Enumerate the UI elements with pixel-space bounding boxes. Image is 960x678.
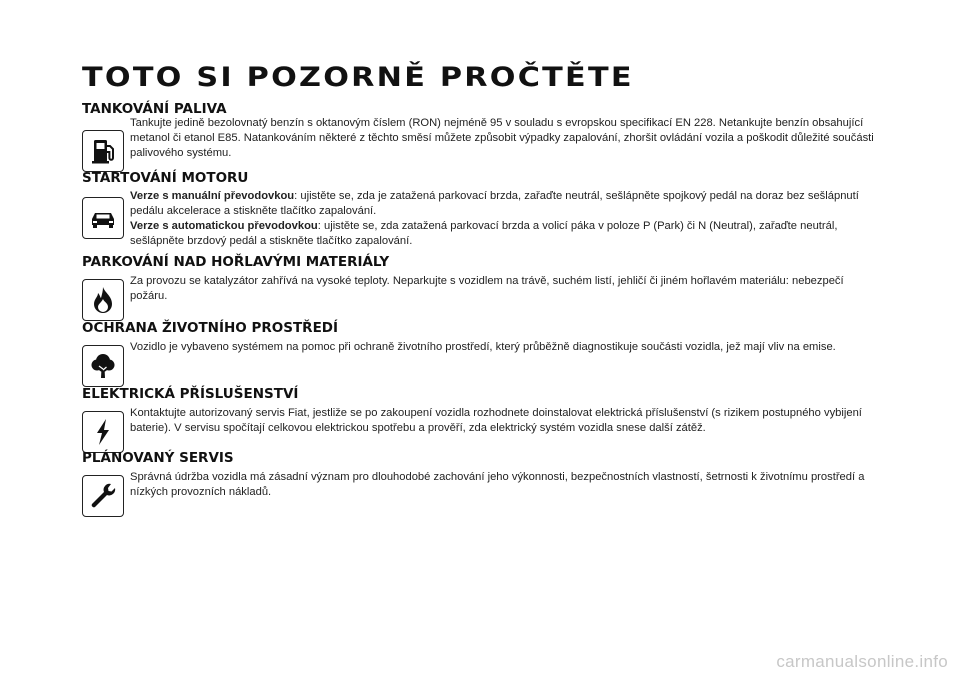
page-title: TOTO SI POZORNĚ PROČTĚTE (82, 62, 634, 93)
section-text-environment: Vozidlo je vybaveno systémem na pomoc při ochraně životního prostředí, který průběžně diagnostikuje součásti vozidla, jež mají vliv na emise. (130, 341, 836, 353)
manual-transmission-paragraph: Verze s manuální převodovkou: ujistěte se, zda je zatažená parkovací brzda, zařaďte neutrál, sešlápněte spojkový pedál na doraz bez sešlápnutí pedálu akcelerace a stiskněte tlačítko zapalování. (130, 190, 859, 217)
section-heading-parking-flammable: PARKOVÁNÍ NAD HOŘLAVÝMI MATERIÁLY (82, 254, 390, 270)
section-heading-scheduled-service: PLÁNOVANÝ SERVIS (82, 450, 234, 466)
section-heading-environment: OCHRANA ŽIVOTNÍHO PROSTŘEDÍ (82, 320, 339, 336)
section-engine-start (82, 170, 882, 249)
section-heading-electrical-accessories: ELEKTRICKÁ PŘÍSLUŠENSTVÍ (82, 386, 299, 402)
tree-icon (82, 345, 124, 387)
section-text-parking-flammable: Za provozu se katalyzátor zahřívá na vysoké teploty. Neparkujte s vozidlem na trávě, suchém listí, jehličí či jiném hořlavém materiálu: nebezpečí požáru. (130, 275, 844, 302)
section-electrical-accessories (82, 386, 882, 436)
watermark: carmanualsonline.info (776, 652, 948, 671)
lightning-icon (82, 411, 124, 453)
section-text-fuel: Tankujte jedině bezolovnatý benzín s oktanovým číslem (RON) nejméně 95 v souladu s evropskou specifikací EN 228. Netankujte benzín obsahující metanol či etanol E85. Natankováním některé z těchto směsí můžete způsobit výpadky zapalování, zhoršit ovládání vozila a poškodit důležité součásti palivového systému. (130, 117, 874, 159)
automatic-transmission-paragraph: Verze s automatickou převodovkou: ujistěte se, zda zatažená parkovací brzda a volicí páka v poloze P (Park) či N (Neutral), zařaďte neutrál, sešlápněte brzdový pedál a stiskněte tlačítko zapalování. (130, 220, 838, 247)
section-environment (82, 320, 882, 355)
fuel-pump-icon (82, 130, 124, 172)
wrench-icon (82, 475, 124, 517)
section-fuel (82, 101, 882, 161)
section-text-engine-start (130, 189, 882, 249)
section-scheduled-service (82, 450, 882, 500)
section-text-electrical-accessories: Kontaktujte autorizovaný servis Fiat, jestliže se po zakoupení vozidla rozhodnete doinstalovat elektrická příslušenství (s rizikem postupného vybijení baterie). V servisu spočítají celkovou elektrickou spotřebu a prověří, zda elektrický systém vozidla snese další zátěž. (130, 407, 862, 434)
section-heading-engine-start: STARTOVÁNÍ MOTORU (82, 170, 249, 186)
section-text-scheduled-service: Správná údržba vozidla má zásadní význam pro dlouhodobé zachování jeho výkonnosti, bezpečnostních vlastností, šetrnosti k životnímu prostředí a nízkých provozních nákladů. (130, 471, 865, 498)
section-parking-flammable (82, 254, 882, 304)
car-icon (82, 197, 124, 239)
fire-icon (82, 279, 124, 321)
section-heading-fuel: TANKOVÁNÍ PALIVA (82, 101, 227, 117)
